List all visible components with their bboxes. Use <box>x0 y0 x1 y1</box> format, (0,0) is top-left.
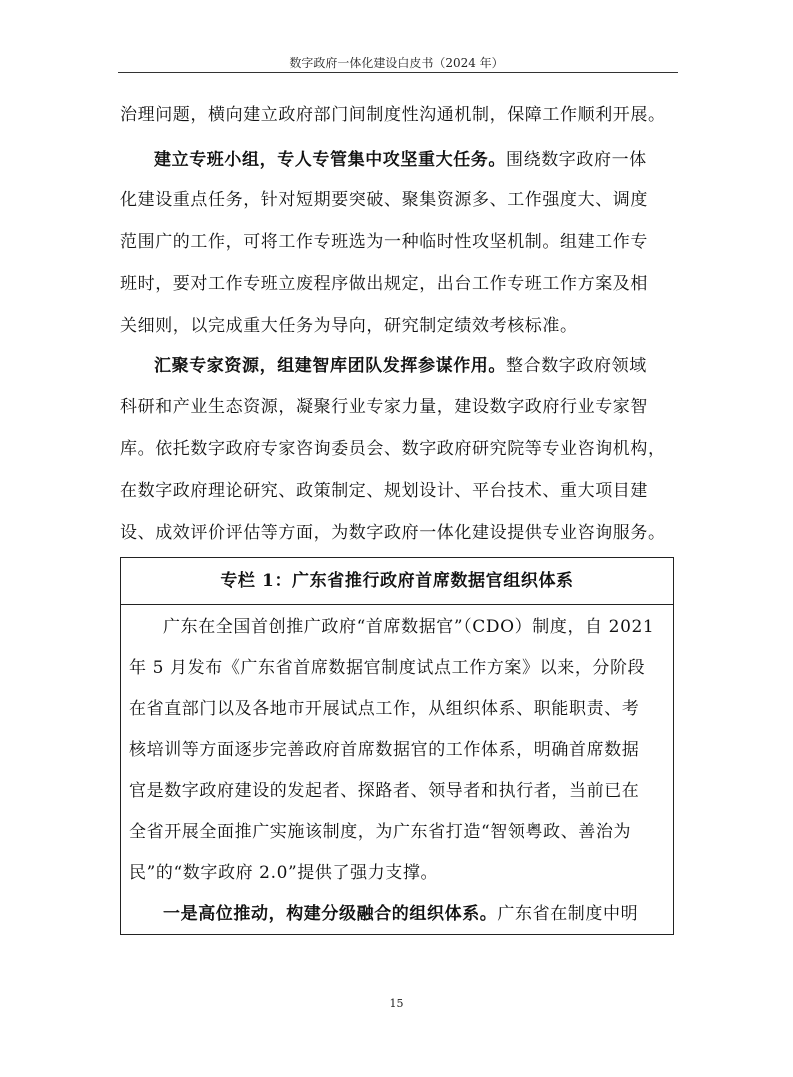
paragraph-lead: 建立专班小组，专人专管集中攻坚重大任务。 <box>154 150 506 170</box>
header-title: 数字政府一体化建设白皮书（2024 年） <box>289 56 504 70</box>
box-lead: 一是高位推动，构建分级融合的组织体系。 <box>163 904 498 924</box>
paragraph-line: 化建设重点任务，针对短期要突破、聚集资源多、工作强度大、调度 <box>120 190 648 210</box>
paragraph-text: 整合数字政府领域 <box>506 356 647 376</box>
box-line <box>163 904 638 924</box>
box-line: 民”的“数字政府 2.0”提供了强力支撑。 <box>129 863 439 883</box>
paragraph-line: 科研和产业生态资源，凝聚行业专家力量，建设数字政府行业专家智 <box>120 397 648 417</box>
box-line: 广东在全国首创推广政府“首席数据官”（CDO）制度，自 2021 <box>163 617 655 637</box>
paragraph-line: 治理问题，横向建立政府部门间制度性沟通机制，保障工作顺利开展。 <box>120 105 666 125</box>
box-line: 全省开展全面推广实施该制度，为广东省打造“智领粤政、善治为 <box>129 822 632 842</box>
paragraph-line: 在数字政府理论研究、政策制定、规划设计、平台技术、重大项目建 <box>120 481 648 501</box>
paragraph-text: 围绕数字政府一体 <box>506 150 647 170</box>
paragraph-line: 关细则，以完成重大任务为导向，研究制定绩效考核标准。 <box>120 316 578 336</box>
paragraph-line: 范围广的工作，可将工作专班选为一种临时性攻坚机制。组建工作专 <box>120 232 648 252</box>
box-divider <box>121 604 673 605</box>
box-line: 在省直部门以及各地市开展试点工作，从组织体系、职能职责、考 <box>129 699 640 719</box>
box-text: 广东省在制度中明 <box>497 904 639 924</box>
header-rule <box>118 72 678 73</box>
box-line: 年 5 月发布《广东省首席数据官制度试点工作方案》以来，分阶段 <box>129 658 646 678</box>
box-line: 核培训等方面逐步完善政府首席数据官的工作体系，明确首席数据 <box>129 740 640 760</box>
paragraph-line: 班时，要对工作专班立废程序做出规定，出台工作专班工作方案及相 <box>120 274 648 294</box>
paragraph-line: 库。依托数字政府专家咨询委员会、数字政府研究院等专业咨询机构， <box>120 439 666 459</box>
box-line: 官是数字政府建设的发起者、探路者、领导者和执行者，当前已在 <box>129 781 640 801</box>
paragraph-lead: 汇聚专家资源，组建智库团队发挥参谋作用。 <box>154 356 506 376</box>
paragraph-line <box>154 150 647 170</box>
box-title: 专栏 1：广东省推行政府首席数据官组织体系 <box>220 571 574 591</box>
sidebar-box <box>120 557 674 935</box>
page-number: 15 <box>389 997 404 1010</box>
paragraph-line: 设、成效评价评估等方面，为数字政府一体化建设提供专业咨询服务。 <box>120 523 666 543</box>
paragraph-line <box>154 356 647 376</box>
